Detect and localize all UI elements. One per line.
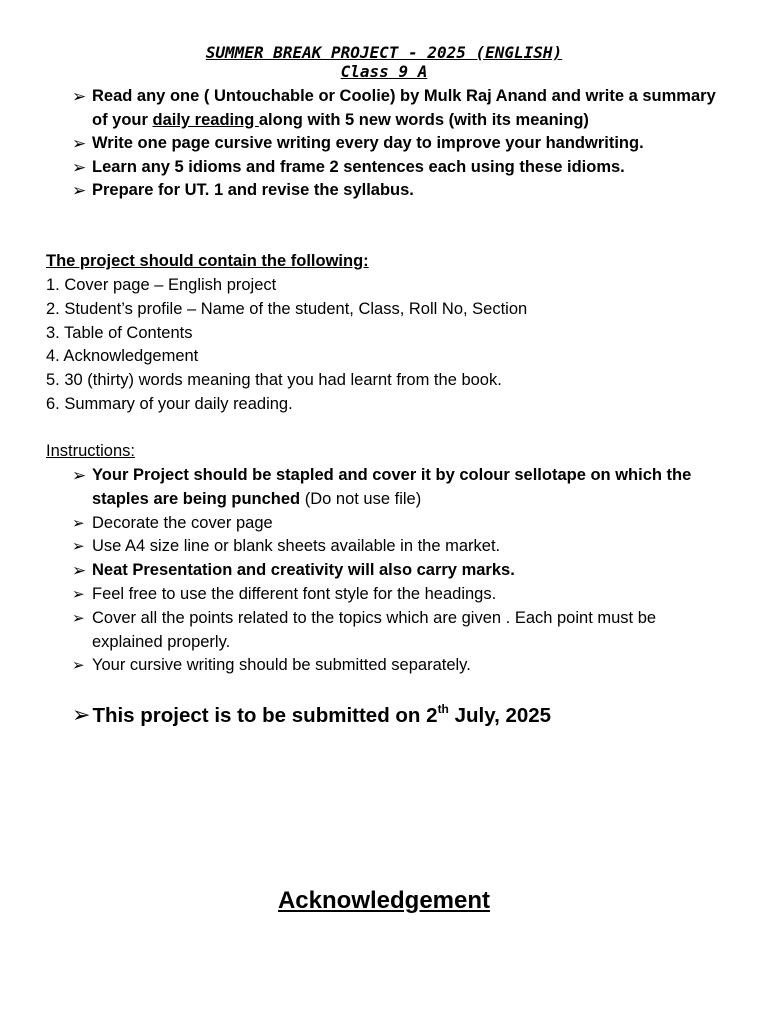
arrow-bullet-icon: ➢ — [72, 466, 87, 485]
arrow-bullet-icon: ➢ — [72, 561, 87, 581]
instruction-item: ➢ Feel free to use the different font style for the headings. — [72, 583, 722, 607]
task-item: ➢ Write one page cursive writing every day to improve your handwriting. — [72, 132, 722, 156]
arrow-bullet-icon: ➢ — [72, 657, 85, 675]
acknowledgement-heading: Acknowledgement — [277, 887, 491, 914]
task-item: ➢ Learn any 5 idioms and frame 2 sentences each using these idioms. — [72, 156, 722, 180]
instruction-item: ➢ Decorate the cover page — [72, 512, 722, 536]
arrow-bullet-icon: ➢ — [72, 702, 91, 727]
page-title: SUMMER BREAK PROJECT - 2025 (ENGLISH) — [205, 43, 563, 62]
instruction-item: ➢ Your cursive writing should be submitted separately. — [72, 654, 722, 678]
instruction-item: ➢ Use A4 size line or blank sheets available in the market. — [72, 535, 722, 559]
task-list — [72, 85, 722, 203]
instruction-item: ➢ Neat Presentation and creativity will also carry marks. — [72, 559, 722, 583]
list-item: 6. Summary of your daily reading. — [46, 394, 293, 413]
arrow-bullet-icon: ➢ — [72, 585, 85, 603]
instructions-list — [72, 464, 722, 678]
list-item: 4. Acknowledgement — [46, 347, 199, 366]
instruction-item: ➢ Your Project should be stapled and cover it by colour sellotape on which the staples are being punched (Do not use file) — [72, 466, 692, 508]
task-item: ➢ Prepare for UT. 1 and revise the syllabus. — [72, 179, 722, 203]
submission-deadline: ➢This project is to be submitted on 2th July, 2025 — [72, 702, 552, 727]
contents-heading: The project should contain the following: — [46, 252, 369, 270]
arrow-bullet-icon: ➢ — [72, 134, 87, 154]
list-item: 1. Cover page – English project — [46, 276, 277, 294]
instruction-item: ➢ Cover all the points related to the topics which are given . Each point must be explained properly. — [72, 608, 657, 651]
arrow-bullet-icon: ➢ — [72, 181, 87, 201]
arrow-bullet-icon: ➢ — [72, 609, 85, 627]
task-item: ➢ Read any one ( Untouchable or Coolie) by Mulk Raj Anand and write a summary of your daily reading along with 5 new words (with its meaning) — [72, 87, 716, 129]
list-item: 2. Student’s profile – Name of the student, Class, Roll No, Section — [46, 299, 528, 318]
instructions-heading: Instructions: — [46, 442, 135, 460]
list-item: 3. Table of Contents — [46, 323, 193, 342]
arrow-bullet-icon: ➢ — [72, 538, 85, 556]
class-subtitle: Class 9 A — [340, 62, 428, 81]
arrow-bullet-icon: ➢ — [72, 514, 85, 532]
list-item: 5. 30 (thirty) words meaning that you had learnt from the book. — [46, 371, 502, 390]
arrow-bullet-icon: ➢ — [72, 87, 87, 106]
arrow-bullet-icon: ➢ — [72, 157, 87, 177]
contents-list — [46, 274, 726, 417]
